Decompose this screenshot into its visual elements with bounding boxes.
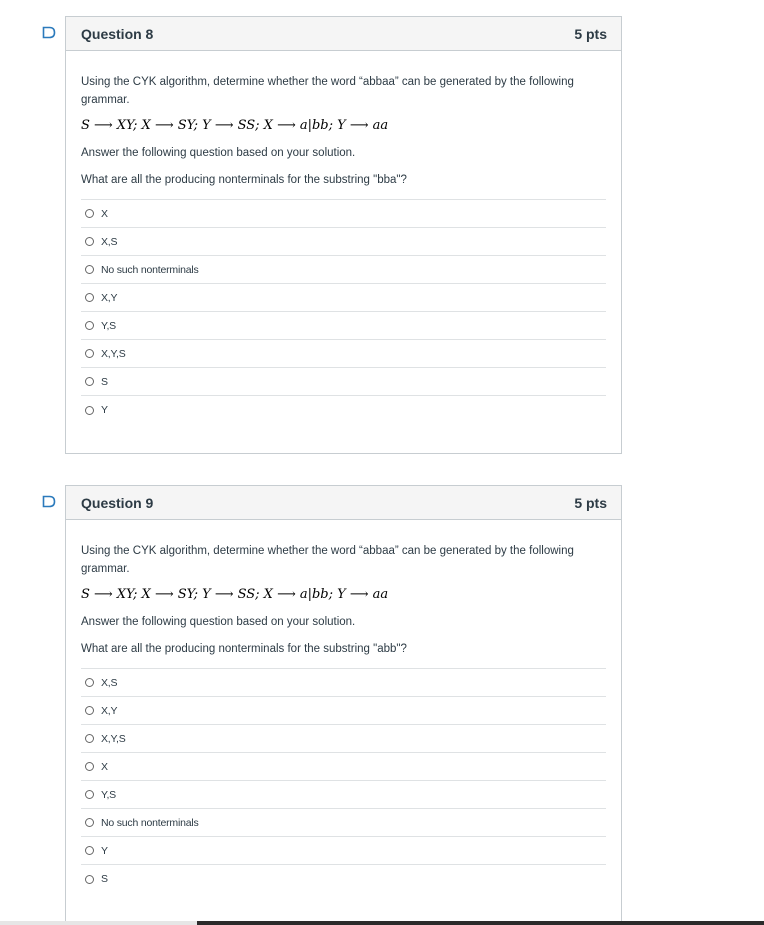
radio-button-icon[interactable]	[85, 377, 94, 386]
radio-button-icon[interactable]	[85, 321, 94, 330]
answer-label: X,S	[101, 235, 118, 248]
question-prompt: What are all the producing nonterminals for the substring "abb"?	[81, 643, 407, 655]
scrollbar-thumb[interactable]	[197, 921, 764, 925]
answer-option[interactable]	[81, 725, 606, 753]
answer-option[interactable]	[81, 284, 606, 312]
answer-label: X,Y,S	[101, 732, 126, 745]
answer-option[interactable]	[81, 865, 606, 893]
question-points: 5 pts	[574, 494, 607, 511]
answer-option[interactable]	[81, 200, 606, 228]
question-intro: Using the CYK algorithm, determine whether the word “abbaa” can be generated by the following grammar.	[81, 76, 574, 106]
answer-label: No such nonterminals	[101, 816, 199, 829]
question-body	[66, 520, 621, 893]
radio-button-icon[interactable]	[85, 209, 94, 218]
radio-button-icon[interactable]	[85, 846, 94, 855]
radio-button-icon[interactable]	[85, 349, 94, 358]
radio-button-icon[interactable]	[85, 734, 94, 743]
question-instruction: Answer the following question based on your solution.	[81, 147, 356, 159]
answer-label: X	[101, 207, 108, 220]
answer-option[interactable]	[81, 781, 606, 809]
answer-option[interactable]	[81, 697, 606, 725]
answer-label: S	[101, 873, 108, 885]
answer-option[interactable]	[81, 368, 606, 396]
answer-label: Y,S	[101, 319, 116, 332]
answer-option[interactable]	[81, 753, 606, 781]
question-9-card	[65, 485, 622, 925]
radio-button-icon[interactable]	[85, 706, 94, 715]
answer-label: X,S	[101, 676, 118, 689]
question-prompt: What are all the producing nonterminals for the substring "bba"?	[81, 174, 407, 186]
radio-button-icon[interactable]	[85, 818, 94, 827]
answer-option[interactable]	[81, 396, 606, 424]
question-header	[66, 17, 621, 51]
question-8-card	[65, 16, 622, 454]
answer-label: S	[101, 375, 108, 388]
answer-label: X,Y,S	[101, 347, 126, 360]
answer-option[interactable]	[81, 809, 606, 837]
answer-label: X,Y	[101, 704, 118, 717]
radio-button-icon[interactable]	[85, 790, 94, 799]
flag-question-icon[interactable]	[42, 495, 56, 508]
answer-option[interactable]	[81, 340, 606, 368]
answer-option[interactable]	[81, 256, 606, 284]
answer-label: X,Y	[101, 291, 118, 304]
question-body	[66, 51, 621, 424]
answer-option[interactable]	[81, 312, 606, 340]
answer-list	[81, 668, 606, 893]
grammar-formula: S ⟶ XY; X ⟶ SY; Y ⟶ SS; X ⟶ a|bb; Y ⟶ aa	[81, 118, 389, 133]
radio-button-icon[interactable]	[85, 293, 94, 302]
question-points: 5 pts	[574, 25, 607, 42]
question-title: Question 8	[81, 25, 154, 42]
answer-list	[81, 199, 606, 424]
question-instruction: Answer the following question based on your solution.	[81, 616, 356, 628]
answer-option[interactable]	[81, 837, 606, 865]
answer-label: X	[101, 760, 108, 773]
answer-option[interactable]	[81, 228, 606, 256]
question-header	[66, 486, 621, 520]
radio-button-icon[interactable]	[85, 678, 94, 687]
grammar-formula: S ⟶ XY; X ⟶ SY; Y ⟶ SS; X ⟶ a|bb; Y ⟶ aa	[81, 587, 389, 602]
radio-button-icon[interactable]	[85, 406, 94, 415]
answer-label: Y,S	[101, 788, 116, 801]
radio-button-icon[interactable]	[85, 762, 94, 771]
radio-button-icon[interactable]	[85, 237, 94, 246]
radio-button-icon[interactable]	[85, 265, 94, 274]
answer-option[interactable]	[81, 669, 606, 697]
answer-label: Y	[101, 844, 108, 857]
answer-label: Y	[101, 404, 108, 416]
answer-label: No such nonterminals	[101, 263, 199, 276]
radio-button-icon[interactable]	[85, 875, 94, 884]
question-intro: Using the CYK algorithm, determine whether the word “abbaa” can be generated by the following grammar.	[81, 545, 574, 575]
question-title: Question 9	[81, 494, 154, 511]
flag-question-icon[interactable]	[42, 26, 56, 39]
